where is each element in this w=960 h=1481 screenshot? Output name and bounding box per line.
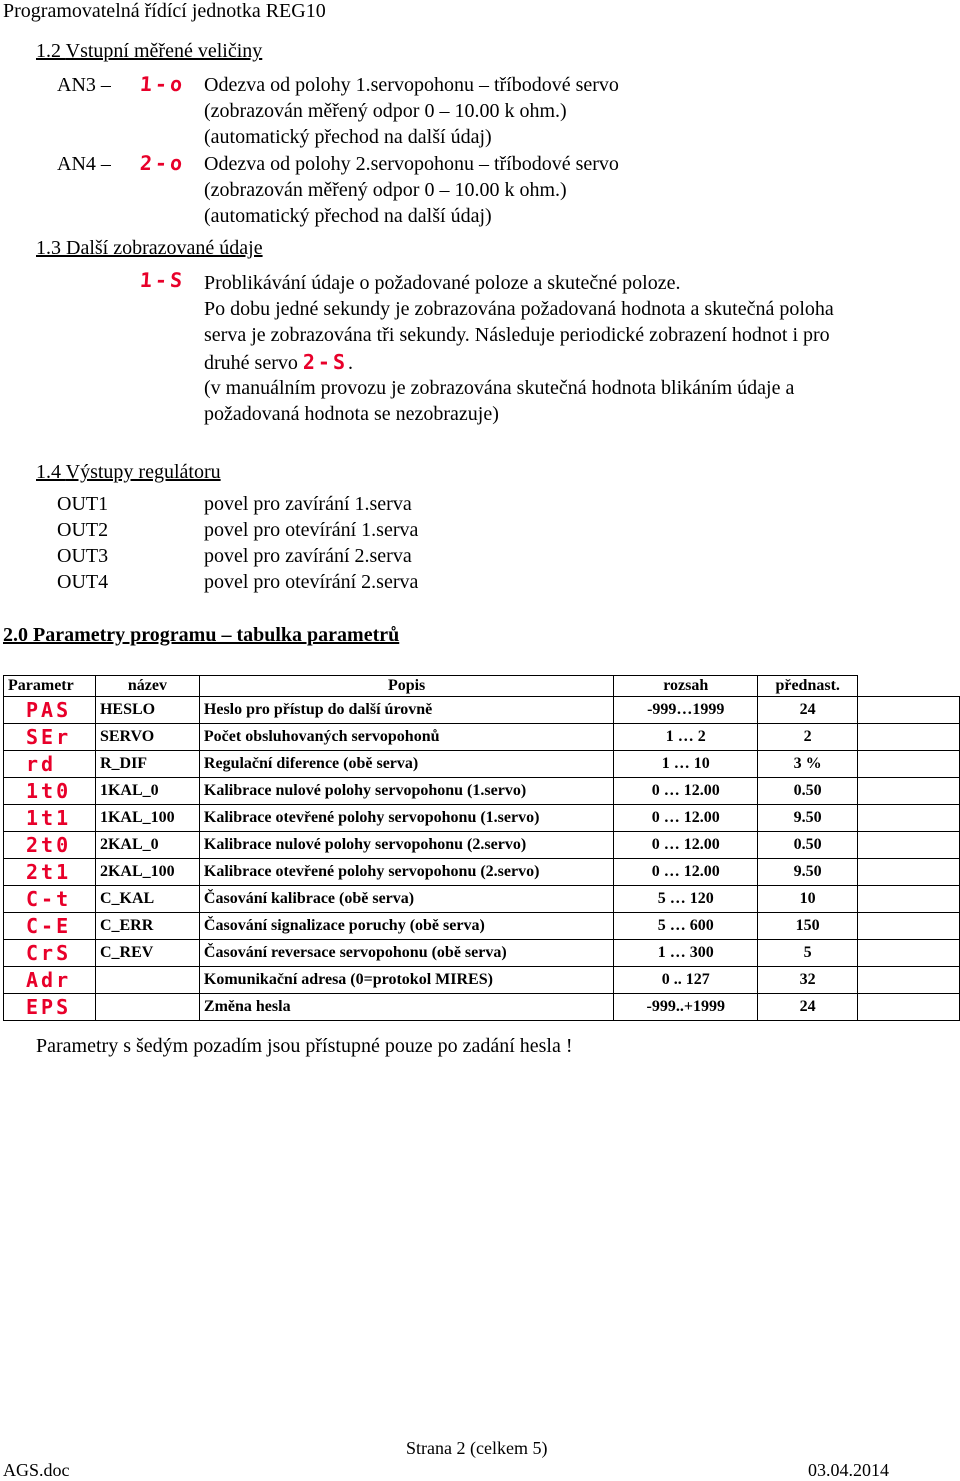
an3-line-3: (automatický přechod na další údaj) (204, 126, 492, 148)
param-desc: Regulační diference (obě serva) (199, 751, 613, 778)
section-1-3-line-1: Problikávání údaje o požadované poloze a skutečné poloze. (204, 272, 681, 294)
param-range: 0 … 12.00 (614, 832, 758, 859)
section-1-3-line-5: (v manuálním provozu je zobrazována skutečná hodnota blikáním údaje a (204, 377, 795, 399)
param-name: SERVO (95, 724, 199, 751)
param-range: 1 … 10 (614, 751, 758, 778)
param-name (95, 994, 199, 1021)
section-1-3-line-6: požadovaná hodnota se nezobrazuje) (204, 403, 499, 425)
param-desc: Kalibrace nulové polohy servopohonu (1.servo) (199, 778, 613, 805)
param-desc: Změna hesla (199, 994, 613, 1021)
param-default: 32 (758, 967, 858, 994)
display-code-2-s: 2-S (302, 350, 348, 374)
param-range: 0 … 12.00 (614, 805, 758, 832)
page-number: Strana 2 (celkem 5) (406, 1438, 548, 1458)
param-range: 1 … 2 (614, 724, 758, 751)
param-default: 5 (758, 940, 858, 967)
footer-date: 03.04.2014 (808, 1460, 889, 1480)
param-name: 2KAL_0 (95, 832, 199, 859)
footer-filename: AGS.doc (3, 1460, 70, 1480)
table-row (4, 859, 960, 886)
an3-line-2: (zobrazován měřený odpor 0 – 10.00 k ohm.) (204, 100, 567, 122)
param-name: HESLO (95, 697, 199, 724)
param-desc: Časování signalizace poruchy (obě serva) (199, 913, 613, 940)
an4-label: AN4 – (57, 153, 111, 175)
output-name: OUT3 (57, 545, 109, 567)
table-row (4, 994, 960, 1021)
table-row (4, 751, 960, 778)
column-header: Popis (199, 676, 613, 697)
param-desc: Kalibrace otevřené polohy servopohonu (2.servo) (199, 859, 613, 886)
param-name (95, 967, 199, 994)
param-default: 0.50 (758, 778, 858, 805)
section-1-3-line-3: serva je zobrazována tři sekundy. Následuje periodické zobrazení hodnot i pro (204, 324, 830, 346)
section-heading-2-0: 2.0 Parametry programu – tabulka parametrů (3, 624, 400, 646)
section-1-3-line-2: Po dobu jedné sekundy je zobrazována požadovaná hodnota a skutečná poloha (204, 298, 834, 320)
param-code: CrS (4, 940, 96, 967)
param-range: 0 … 12.00 (614, 778, 758, 805)
param-code: 1t1 (4, 805, 96, 832)
param-name: C_REV (95, 940, 199, 967)
an4-line-2: (zobrazován měřený odpor 0 – 10.00 k ohm.) (204, 179, 567, 201)
table-row (4, 886, 960, 913)
param-range: 5 … 600 (614, 913, 758, 940)
param-default: 10 (758, 886, 858, 913)
param-desc: Časování kalibrace (obě serva) (199, 886, 613, 913)
param-code: PAS (4, 697, 96, 724)
param-default: 3 % (758, 751, 858, 778)
param-name: 2KAL_100 (95, 859, 199, 886)
display-code-1-s: 1-S (139, 268, 186, 292)
an3-label: AN3 – (57, 74, 111, 96)
param-name: 1KAL_100 (95, 805, 199, 832)
param-code: 2t1 (4, 859, 96, 886)
param-desc: Počet obsluhovaných servopohonů (199, 724, 613, 751)
param-range: -999…1999 (614, 697, 758, 724)
param-code: C-E (4, 913, 96, 940)
table-row (4, 805, 960, 832)
display-code-2-o: 2-o (139, 151, 186, 175)
table-row (4, 778, 960, 805)
param-default: 2 (758, 724, 858, 751)
section-heading-1-4: 1.4 Výstupy regulátoru (36, 461, 221, 483)
column-header: název (95, 676, 199, 697)
param-default: 9.50 (758, 859, 858, 886)
param-code: SEr (4, 724, 96, 751)
output-desc: povel pro otevírání 1.serva (204, 519, 419, 541)
param-code: 1t0 (4, 778, 96, 805)
an4-line-1: Odezva od polohy 2.servopohonu – tříbodové servo (204, 153, 619, 175)
param-desc: Časování reversace servopohonu (obě serva) (199, 940, 613, 967)
an3-line-1: Odezva od polohy 1.servopohonu – tříbodové servo (204, 74, 619, 96)
param-desc: Heslo pro přístup do další úrovně (199, 697, 613, 724)
param-code: C-t (4, 886, 96, 913)
table-header-row (4, 676, 960, 697)
output-name: OUT4 (57, 571, 109, 593)
param-range: 0 … 12.00 (614, 859, 758, 886)
table-row (4, 832, 960, 859)
output-name: OUT2 (57, 519, 109, 541)
column-header: Parametr (4, 676, 96, 697)
output-desc: povel pro otevírání 2.serva (204, 571, 419, 593)
output-desc: povel pro zavírání 2.serva (204, 545, 412, 567)
param-name: C_KAL (95, 886, 199, 913)
param-name: C_ERR (95, 913, 199, 940)
param-range: 1 … 300 (614, 940, 758, 967)
output-name: OUT1 (57, 493, 109, 515)
table-row (4, 913, 960, 940)
param-default: 0.50 (758, 832, 858, 859)
param-name: 1KAL_0 (95, 778, 199, 805)
an4-line-3: (automatický přechod na další údaj) (204, 205, 492, 227)
param-range: -999..+1999 (614, 994, 758, 1021)
param-code: EPS (4, 994, 96, 1021)
table-row (4, 697, 960, 724)
section-heading-1-3: 1.3 Další zobrazované údaje (36, 237, 263, 259)
table-row (4, 967, 960, 994)
param-desc: Komunikační adresa (0=protokol MIRES) (199, 967, 613, 994)
param-default: 24 (758, 697, 858, 724)
column-header: přednast. (758, 676, 858, 697)
table-note: Parametry s šedým pozadím jsou přístupné pouze po zadání hesla ! (36, 1035, 573, 1057)
param-code: Adr (4, 967, 96, 994)
param-name: R_DIF (95, 751, 199, 778)
param-default: 150 (758, 913, 858, 940)
document-title: Programovatelná řídící jednotka REG10 (3, 0, 326, 22)
param-desc: Kalibrace nulové polohy servopohonu (2.servo) (199, 832, 613, 859)
section-heading-1-2: 1.2 Vstupní měřené veličiny (36, 40, 263, 62)
output-desc: povel pro zavírání 1.serva (204, 493, 412, 515)
display-code-1-o: 1-o (139, 72, 186, 96)
param-range: 0 .. 127 (614, 967, 758, 994)
param-default: 24 (758, 994, 858, 1021)
param-code: 2t0 (4, 832, 96, 859)
table-row (4, 724, 960, 751)
parameter-table (3, 675, 960, 1021)
param-code: rd (4, 751, 96, 778)
param-range: 5 … 120 (614, 886, 758, 913)
section-1-3-line-4: druhé servo 2-S. (204, 350, 353, 374)
table-row (4, 940, 960, 967)
column-header: rozsah (614, 676, 758, 697)
param-desc: Kalibrace otevřené polohy servopohonu (1.servo) (199, 805, 613, 832)
param-default: 9.50 (758, 805, 858, 832)
